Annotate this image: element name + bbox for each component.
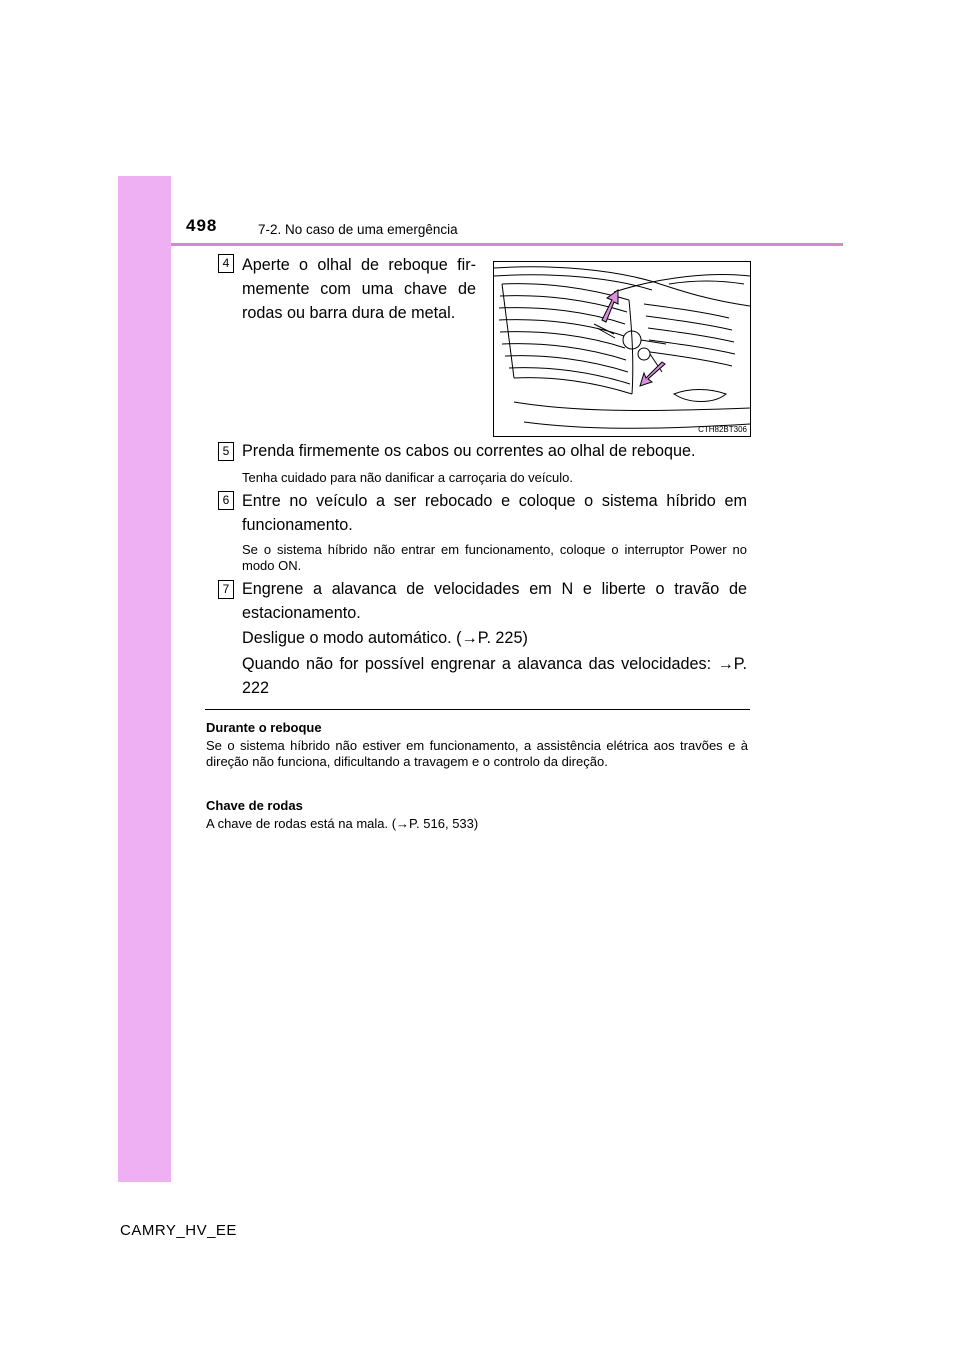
note-towing [206, 720, 748, 736]
model-code: CAMRY_HV_EE [120, 1222, 237, 1239]
step-4-badge: 4 [218, 254, 234, 273]
step-5-text: Prenda firmemente os cabos ou correntes ao olhal de reboque. [242, 442, 696, 460]
step-7-auto-mode-note: Desligue o modo automático. (→P. 225) [242, 629, 528, 647]
step-7-text: Engrene a alavanca de velocidades em N e liberte o travão de estacionamento. [242, 580, 747, 622]
note-wrench [206, 798, 748, 814]
note-towing-title: Durante o reboque [206, 720, 322, 735]
header-rule [171, 243, 843, 246]
step-7-badge: 7 [218, 580, 234, 599]
note-wrench-title: Chave de rodas [206, 798, 303, 813]
page-number: 498 [186, 216, 218, 235]
step-6-badge: 6 [218, 491, 234, 510]
step-5-badge: 5 [218, 442, 234, 461]
note-wrench-text: A chave de rodas está na mala. (→P. 516, 533) [206, 816, 479, 831]
figure-code: CTH82BT306 [698, 425, 747, 434]
step-4-text: Aperte o olhal de reboque fir-memente com uma chave de rodas ou barra dura de metal. [242, 256, 476, 322]
step-7-gear-reference: Quando não for possível engrenar a alavanca das velocidades: →P. 222 [242, 655, 747, 697]
grille-drawing [494, 262, 750, 436]
chapter-sidebar-tab [118, 176, 171, 1182]
step-6-text: Entre no veículo a ser rebocado e coloque o sistema híbrido em funcionamento. [242, 492, 747, 534]
notes-divider [205, 709, 750, 710]
note-towing-text: Se o sistema híbrido não estiver em funcionamento, a assistência elétrica aos travões e à direção não funciona, dificultando a travagem e o controlo da direção. [206, 738, 748, 769]
step-5-note: Tenha cuidado para não danificar a carroçaria do veículo. [242, 470, 573, 485]
step-6-note: Se o sistema híbrido não entrar em funcionamento, coloque o interruptor Power no modo ON. [242, 542, 747, 573]
towing-eyelet-illustration [493, 261, 751, 437]
section-title: 7-2. No caso de uma emergência [258, 222, 458, 237]
